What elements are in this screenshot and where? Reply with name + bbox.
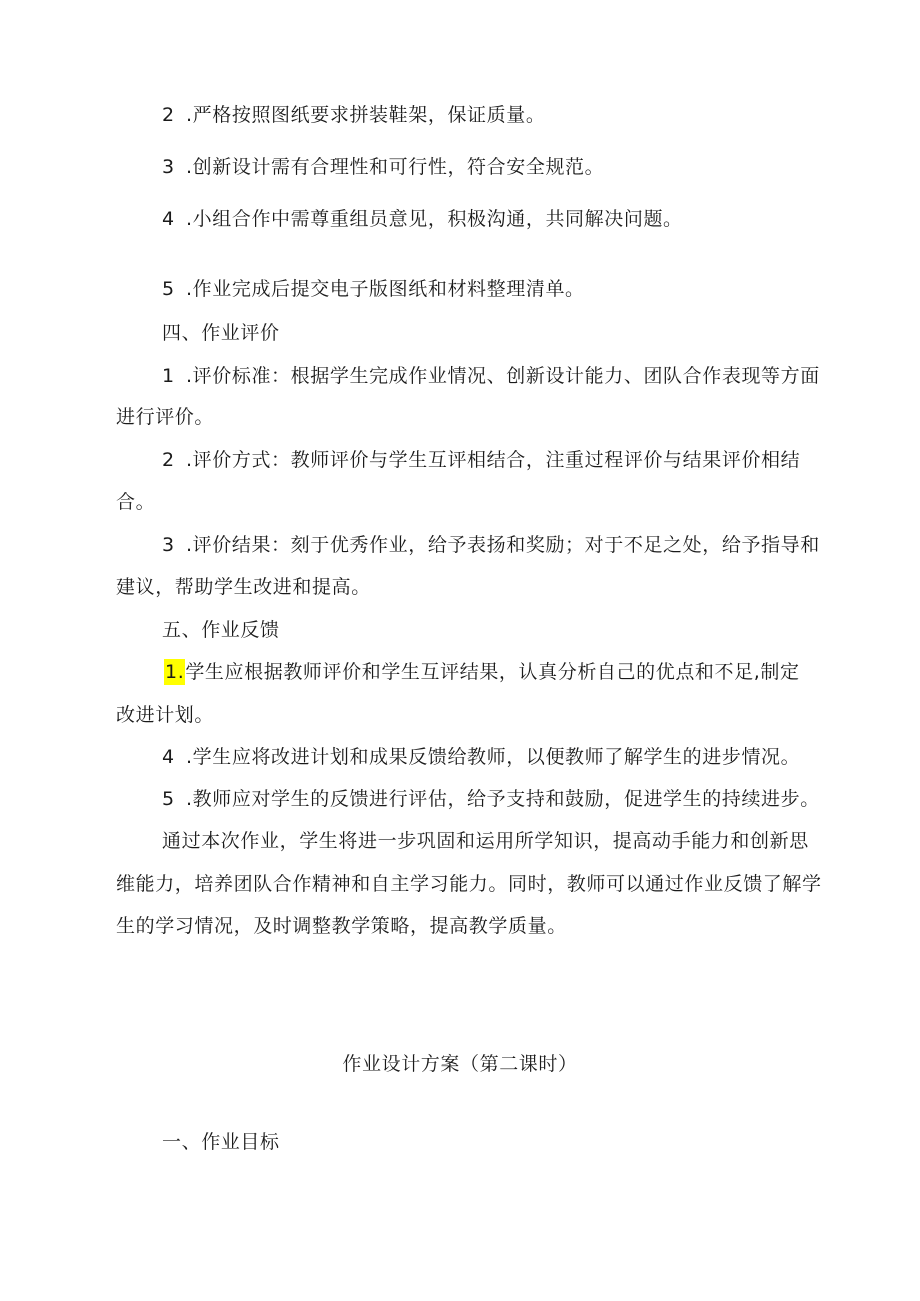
item-number: 2	[162, 104, 175, 126]
summary-line: 维能力，培养团队合作精神和自主学习能力。同时，教师可以通过作业反馈了解学	[116, 873, 822, 895]
item-number: 4	[162, 746, 175, 768]
item-text: 学生应根据教师评价和学生互评结果，认真分析自己的优点和不足,制定	[185, 661, 800, 683]
document-title: 作业设计方案（第二课时）	[342, 1053, 578, 1075]
list-item	[162, 533, 820, 557]
item-continuation: 合。	[116, 491, 156, 513]
list-item	[162, 745, 800, 769]
list-item	[162, 207, 683, 231]
item-number: 3	[162, 156, 175, 178]
item-text: .评价标准：根据学生完成作业情况、创新设计能力、团队合作表现等方面	[186, 365, 820, 387]
item-text: .评价方式：教师评价与学生互评相结合，注重过程评价与结果评价相结	[186, 449, 801, 471]
highlighted-number: 1.	[165, 661, 185, 683]
item-continuation: 建议，帮助学生改进和提高。	[116, 576, 371, 598]
list-item	[162, 155, 604, 179]
item-text: .学生应将改进计划和成果反馈给教师，以便教师了解学生的进步情况。	[186, 746, 801, 768]
item-text: .评价结果：刻于优秀作业，给予表扬和奖励；对于不足之处，给予指导和	[186, 534, 820, 556]
list-item	[162, 787, 820, 811]
item-text: .创新设计需有合理性和可行性，符合安全规范。	[186, 156, 605, 178]
item-number: 5	[162, 788, 175, 810]
item-number: 2	[162, 449, 175, 471]
item-text: .作业完成后提交电子版图纸和材料整理清单。	[186, 278, 585, 300]
item-number: 1	[162, 365, 175, 387]
item-continuation: 进行评价。	[116, 406, 215, 428]
summary-line: 生的学习情况，及时调整教学策略，提高教学质量。	[116, 915, 567, 937]
list-item	[162, 448, 800, 472]
list-item	[162, 277, 585, 301]
item-number: 3	[162, 534, 175, 556]
list-item	[164, 660, 800, 684]
item-text: .严格按照图纸要求拼装鞋架，保证质量。	[186, 104, 546, 126]
list-item	[162, 364, 820, 388]
list-item	[162, 103, 545, 127]
item-text: .小组合作中需尊重组员意见，积极沟通，共同解决问题。	[186, 208, 683, 230]
summary-line: 通过本次作业，学生将进一步巩固和运用所学知识，提高动手能力和创新思	[162, 830, 809, 852]
section-heading: 四、作业评价	[162, 322, 280, 344]
section-heading: 一、作业目标	[162, 1131, 280, 1153]
item-text: .教师应对学生的反馈进行评估，给予支持和鼓励，促进学生的持续进步。	[186, 788, 820, 810]
item-continuation: 改进计划。	[116, 704, 215, 726]
section-heading: 五、作业反馈	[162, 619, 280, 641]
item-number: 4	[162, 208, 175, 230]
item-number: 5	[162, 278, 175, 300]
